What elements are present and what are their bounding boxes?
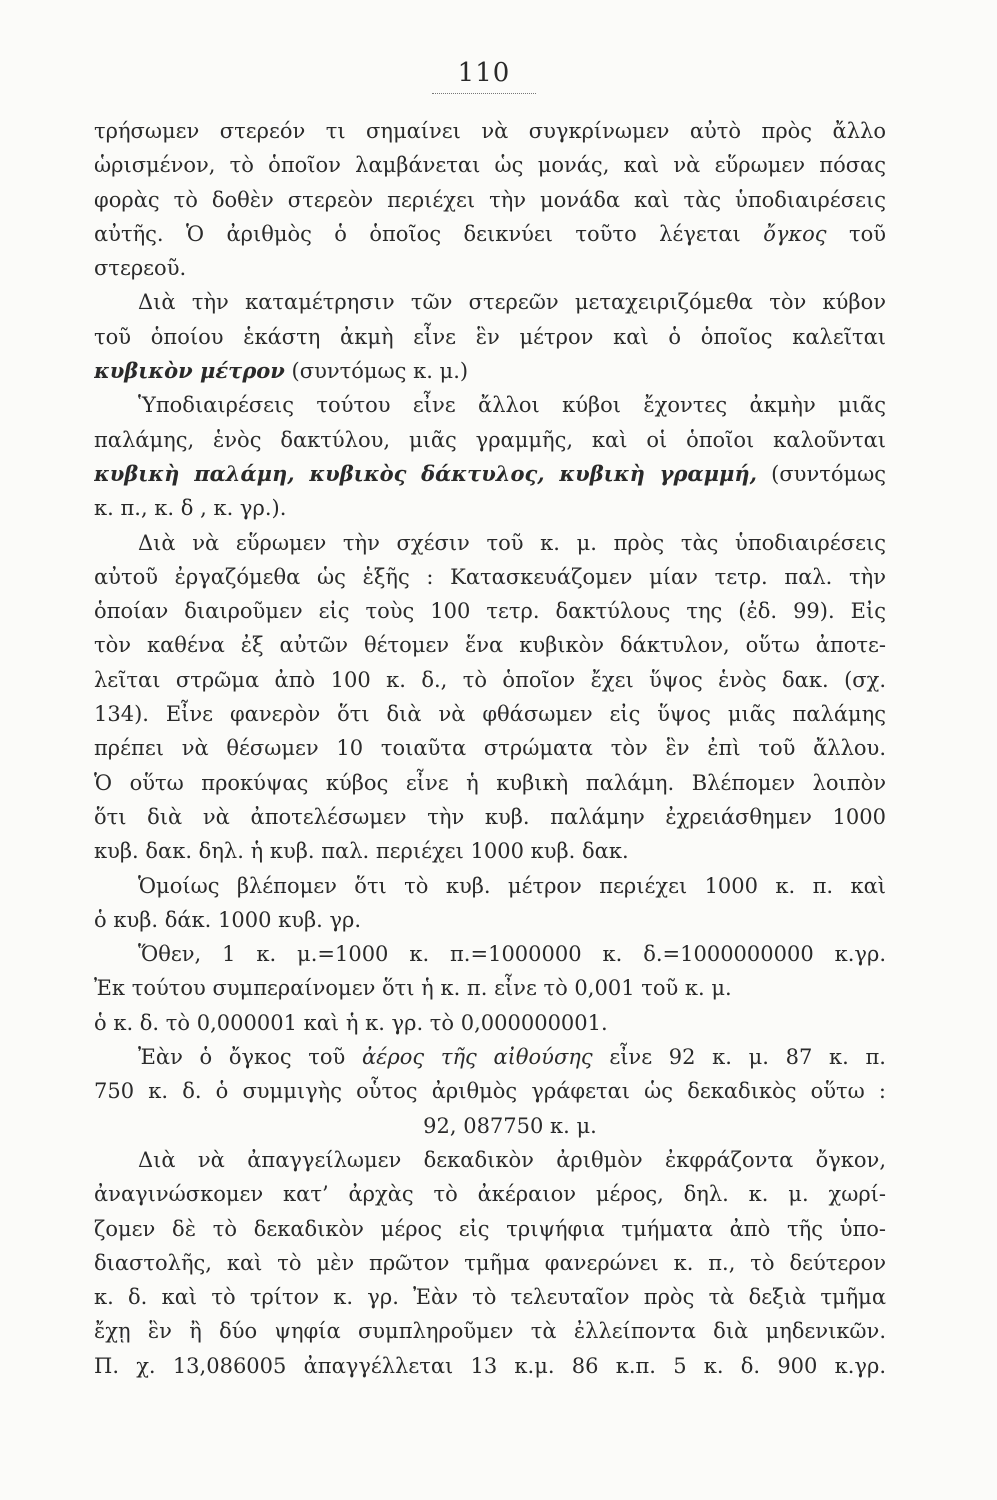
text-line — [94, 697, 886, 731]
italic-term: ἀέρος τῆς αἰθούσης — [361, 1045, 593, 1070]
text-line — [94, 114, 886, 148]
text-segment: τὸν καθένα ἐξ αὐτῶν θέτομεν ἕνα κυβικὸν δάκτυλον, οὕτω ἀποτε- — [94, 633, 886, 658]
text-line — [94, 594, 886, 628]
text-line — [94, 251, 886, 285]
bold-term: κυβικὸν μέτρον — [94, 358, 285, 384]
text-line — [94, 1177, 886, 1211]
text-segment: (συντόμως κ. μ.) — [284, 359, 469, 384]
text-line — [94, 560, 886, 594]
text-line — [94, 1246, 886, 1280]
text-segment: 92, 087750 κ. μ. — [423, 1113, 597, 1138]
text-segment: λεῖται στρῶμα ἀπὸ 100 κ. δ., τὸ ὁποῖον ἔχει ὕψος ἑνὸς δακ. (σχ. — [94, 667, 886, 692]
text-segment: Π. χ. 13,086005 ἀπαγγέλλεται 13 κ.μ. 86 κ.π. 5 κ. δ. 900 κ.γρ. — [94, 1353, 886, 1378]
text-segment: παλάμης, ἑνὸς δακτύλου, μιᾶς γραμμῆς, καὶ οἱ ὁποῖοι καλοῦνται — [94, 427, 886, 452]
italic-term: ὄγκος — [763, 221, 827, 246]
text-segment: Ἐὰν ὁ ὄγκος τοῦ — [138, 1045, 362, 1070]
text-segment: ὁ κυβ. δάκ. 1000 κυβ. γρ. — [94, 907, 362, 932]
text-segment: ὅτι διὰ νὰ ἀποτελέσωμεν τὴν κυβ. παλάμην ἐχρειάσθημεν 1000 — [94, 804, 886, 829]
text-segment: φορὰς τὸ δοθὲν στερεὸν περιέχει τὴν μονάδα καὶ τὰς ὑποδιαιρέσεις — [94, 187, 886, 212]
text-line — [94, 388, 886, 422]
text-line — [94, 903, 886, 937]
text-segment: κ. π., κ. δ , κ. γρ.). — [94, 496, 287, 521]
text-line — [94, 1314, 886, 1348]
text-segment: Ἐκ τούτου συμπεραίνομεν ὅτι ἡ κ. π. εἶνε τὸ 0,001 τοῦ κ. μ. — [94, 976, 732, 1001]
text-segment: εἶνε 92 κ. μ. 87 κ. π. — [592, 1045, 886, 1070]
text-segment: 750 κ. δ. ὁ συμμιγὴς οὗτος ἀριθμὸς γράφεται ὡς δεκαδικὸς οὕτω : — [94, 1079, 886, 1104]
text-line — [94, 183, 886, 217]
text-line — [94, 834, 886, 868]
text-line — [94, 869, 886, 903]
text-segment: αὐτοῦ ἐργαζόμεθα ὡς ἑξῆς : Κατασκευάζομεν μίαν τετρ. παλ. τὴν — [94, 564, 886, 589]
text-segment: Διὰ τὴν καταμέτρησιν τῶν στερεῶν μεταχειριζόμεθα τὸν κύβον — [138, 290, 886, 315]
text-segment: διαστολῆς, καὶ τὸ μὲν πρῶτον τμῆμα φανερώνει κ. π., τὸ δεύτερον — [94, 1250, 886, 1275]
text-line — [94, 285, 886, 319]
text-line — [94, 491, 886, 525]
text-segment: κυβ. δακ. δηλ. ἡ κυβ. παλ. περιέχει 1000 κυβ. δακ. — [94, 839, 629, 864]
text-segment: Ὁμοίως βλέπομεν ὅτι τὸ κυβ. μέτρον περιέχει 1000 κ. π. καὶ — [138, 873, 886, 898]
text-line — [94, 1280, 886, 1314]
text-segment: Διὰ νὰ εὕρωμεν τὴν σχέσιν τοῦ κ. μ. πρὸς τὰς ὑποδιαιρέσεις — [138, 530, 886, 555]
text-segment: ὁποίαν διαιροῦμεν εἰς τοὺς 100 τετρ. δακτύλους της (ἐδ. 99). Εἰς — [94, 599, 886, 624]
text-line — [94, 971, 886, 1005]
page-number: 110 — [457, 58, 511, 88]
text-segment: Ὁ οὕτω προκύψας κύβος εἶνε ἡ κυβικὴ παλάμη. Βλέπομεν λοιπὸν — [94, 770, 886, 795]
text-segment: ζομεν δὲ τὸ δεκαδικὸν μέρος εἰς τριψήφια τμήματα ἀπὸ τῆς ὑπο- — [94, 1216, 886, 1241]
text-segment: πρέπει νὰ θέσωμεν 10 τοιαῦτα στρώματα τὸν ἓν ἐπὶ τοῦ ἄλλου. — [94, 736, 886, 761]
text-segment: ἔχῃ ἓν ἢ δύο ψηφία συμπληροῦμεν τὰ ἐλλείποντα διὰ μηδενικῶν. — [94, 1319, 886, 1344]
text-segment: τρήσωμεν στερεόν τι σημαίνει νὰ συγκρίνωμεν αὐτὸ πρὸς ἄλλο — [94, 119, 886, 143]
text-segment: τοῦ ὁποίου ἑκάστη ἀκμὴ εἶνε ἓν μέτρον καὶ ὁ ὁποῖος καλεῖται — [94, 324, 886, 349]
text-segment: (συντόμως — [756, 461, 886, 486]
body-text — [94, 114, 886, 1383]
text-segment: στερεοῦ. — [94, 256, 187, 281]
text-line — [94, 731, 886, 765]
text-line — [94, 526, 886, 560]
page-number-rule — [432, 93, 536, 94]
text-line — [94, 148, 886, 182]
text-line — [94, 628, 886, 662]
text-segment: ὁ κ. δ. τὸ 0,000001 καὶ ἡ κ. γρ. τὸ 0,000000001. — [94, 1010, 608, 1035]
text-line — [94, 457, 886, 491]
text-line — [94, 1040, 886, 1074]
text-segment: ἀναγινώσκομεν κατ’ ἀρχὰς τὸ ἀκέραιον μέρος, δηλ. κ. μ. χωρί- — [94, 1182, 886, 1207]
text-line — [94, 663, 886, 697]
text-segment: 134). Εἶνε φανερὸν ὅτι διὰ νὰ φθάσωμεν εἰς ὕψος μιᾶς παλάμης — [94, 702, 886, 727]
text-line — [94, 354, 886, 388]
text-line — [94, 800, 886, 834]
text-segment: τοῦ — [826, 221, 886, 246]
text-line — [94, 217, 886, 251]
text-segment: Ὑποδιαιρέσεις τούτου εἶνε ἄλλοι κύβοι ἔχοντες ἀκμὴν μιᾶς — [138, 393, 886, 418]
text-line — [94, 1006, 886, 1040]
text-line — [94, 1143, 886, 1177]
bold-term: κυβικὴ παλάμη, κυβικὸς δάκτυλος, κυβικὴ γραμμή, — [94, 460, 757, 486]
text-segment: Διὰ νὰ ἀπαγγείλωμεν δεκαδικὸν ἀριθμὸν ἐκφράζοντα ὄγκον, — [138, 1147, 886, 1172]
text-line — [94, 766, 886, 800]
text-line — [94, 1212, 886, 1246]
text-line — [94, 937, 886, 971]
text-line — [94, 1074, 886, 1108]
text-line — [94, 1349, 886, 1383]
text-segment: κ. δ. καὶ τὸ τρίτον κ. γρ. Ἐὰν τὸ τελευταῖον πρὸς τὰ δεξιὰ τμῆμα — [94, 1285, 886, 1310]
text-segment: αὐτῆς. Ὁ ἀριθμὸς ὁ ὁποῖος δεικνύει τοῦτο λέγεται — [94, 221, 764, 246]
text-segment: Ὅθεν, 1 κ. μ.=1000 κ. π.=1000000 κ. δ.=1000000000 κ.γρ. — [138, 942, 886, 967]
text-line — [94, 1109, 886, 1143]
text-line — [94, 320, 886, 354]
text-segment: ὡρισμένον, τὸ ὁποῖον λαμβάνεται ὡς μονάς, καὶ νὰ εὕρωμεν πόσας — [94, 153, 886, 178]
text-line — [94, 423, 886, 457]
